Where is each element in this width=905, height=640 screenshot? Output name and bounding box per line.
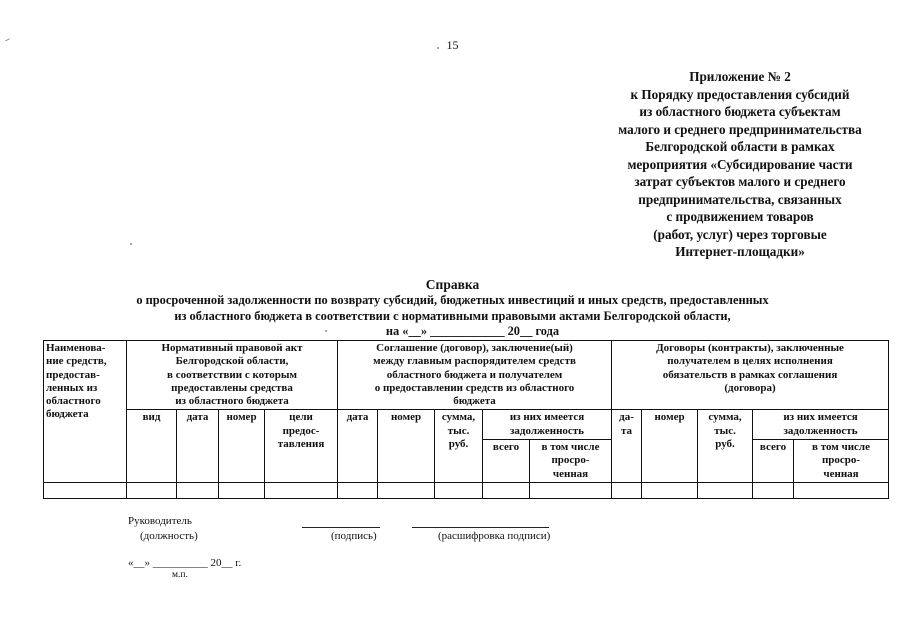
appendix-line: затрат субъектов малого и среднего — [634, 174, 846, 189]
scan-speck — [130, 243, 132, 245]
header-act-date: дата — [177, 410, 219, 482]
table-cell — [378, 482, 435, 498]
table-cell — [612, 482, 642, 498]
header-agreement-amount: сумма, тыс. руб. — [435, 410, 483, 482]
debt-report-table — [43, 340, 889, 499]
table-cell — [794, 482, 889, 498]
table-cell — [219, 482, 265, 498]
appendix-header — [590, 68, 890, 261]
corner-mark: ⸝ — [3, 32, 13, 45]
header-contract-amount: сумма, тыс. руб. — [698, 410, 753, 482]
signature-line — [302, 527, 380, 528]
appendix-line: мероприятия «Субсидирование части — [627, 156, 853, 172]
signature-caption: (подпись) — [331, 530, 377, 542]
decode-line — [412, 527, 549, 528]
appendix-line: из областного бюджета субъектам — [639, 104, 841, 119]
document-title-block — [0, 276, 905, 339]
table-cell — [698, 482, 753, 498]
document-title: Справка — [425, 277, 480, 292]
appendix-line: Интернет-площадки» — [675, 244, 805, 259]
header-contract-number: номер — [642, 410, 698, 482]
appendix-line: к Порядку предоставления субсидий — [630, 86, 850, 102]
table-cell — [435, 482, 483, 498]
table-cell — [44, 482, 127, 498]
report-date-line: на «__» ____________ 20__ года — [385, 324, 560, 338]
position-caption: (должность) — [140, 530, 198, 542]
header-agreement-debt-overdue: в том числе просро- ченная — [530, 440, 612, 483]
table-cell — [177, 482, 219, 498]
header-contract-debt: из них имеется задолженность — [753, 410, 889, 440]
header-normative-act: Нормативный правовой акт Белгородской области, в соответствии с которым предоставлены средства из областного бюджета — [127, 341, 338, 410]
appendix-line: с продвижением товаров — [666, 209, 814, 224]
document-subtitle-line-1: о просроченной задолженности по возврату субсидий, бюджетных инвестиций и иных средств, предоставленных — [136, 293, 769, 307]
table-row — [44, 482, 889, 498]
header-agreement-number: номер — [378, 410, 435, 482]
appendix-line: Приложение № 2 — [689, 69, 791, 84]
scan-speck — [437, 47, 439, 49]
appendix-line: Белгородской области в рамках — [645, 139, 835, 154]
header-contract-debt-overdue: в том числе просро- ченная — [794, 440, 889, 483]
header-agreement: Соглашение (договор), заключение(ый) между главным распорядителем средств областного бюджета и получателем о предоставлении средств из областного бюджета — [338, 341, 612, 410]
header-agreement-date: дата — [338, 410, 378, 482]
header-act-number: номер — [219, 410, 265, 482]
header-contract-debt-total: всего — [753, 440, 794, 483]
table-cell — [642, 482, 698, 498]
page-number: 15 — [446, 38, 459, 52]
header-act-type: вид — [127, 410, 177, 482]
header-contract-date: да- та — [612, 410, 642, 482]
decode-caption: (расшифровка подписи) — [438, 530, 551, 542]
stamp-place: м.п. — [172, 570, 188, 580]
appendix-line: предпринимательства, связанных — [638, 191, 842, 207]
appendix-line: малого и среднего предпринимательства — [618, 121, 862, 137]
table-cell — [127, 482, 177, 498]
header-contracts: Договоры (контракты), заключенные получателем в целях исполнения обязательств в рамках соглашения (договора) — [612, 341, 889, 410]
header-recipient: Наименова- ние средств, предостав- ленных из областного бюджета — [44, 341, 127, 483]
table-cell — [483, 482, 530, 498]
table-cell — [753, 482, 794, 498]
document-subtitle-line-2: из областного бюджета в соответствии с нормативными правовыми актами Белгородской области, — [174, 308, 731, 323]
table-cell — [338, 482, 378, 498]
table-cell — [530, 482, 612, 498]
header-agreement-debt-total: всего — [483, 440, 530, 483]
appendix-line: (работ, услуг) через торговые — [653, 226, 827, 242]
header-act-purpose: цели предос- тавления — [265, 410, 338, 482]
signature-head-label: Руководитель — [128, 515, 192, 527]
table-cell — [265, 482, 338, 498]
header-agreement-debt: из них имеется задолженность — [483, 410, 612, 440]
signature-date: «__» __________ 20__ г. — [128, 557, 242, 569]
